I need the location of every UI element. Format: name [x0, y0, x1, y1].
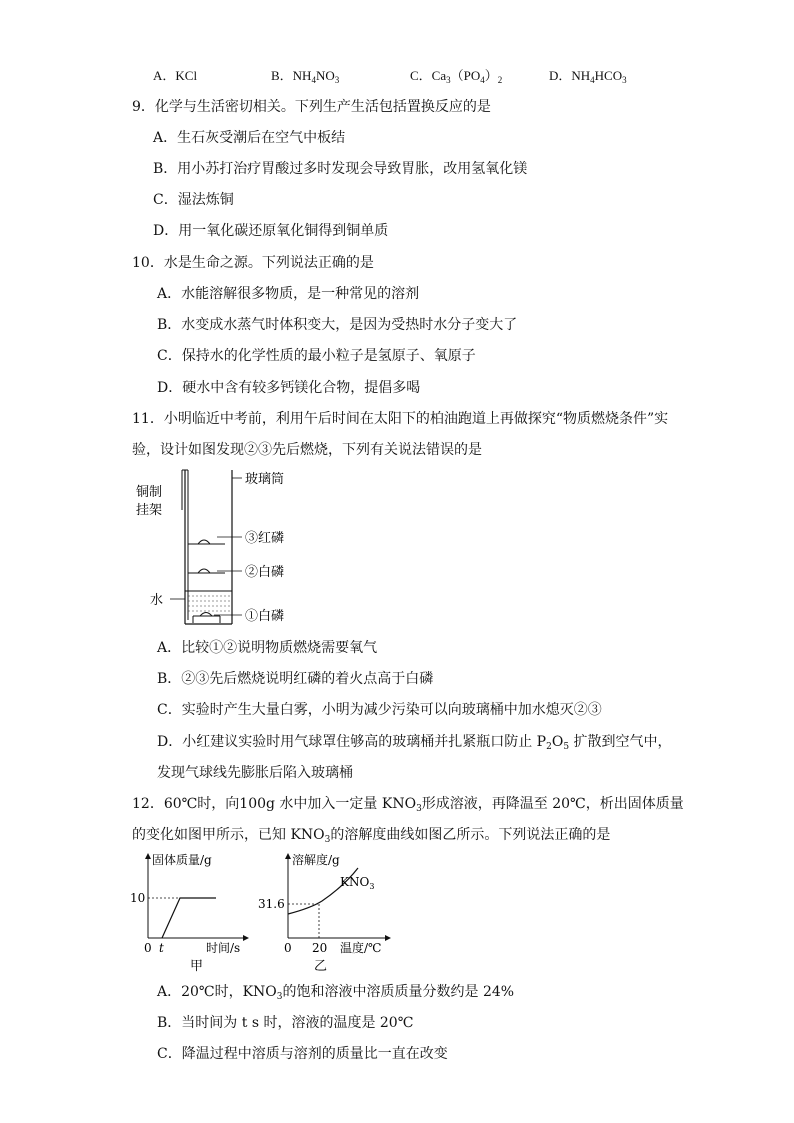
q9-option-d: D．用一氧化碳还原氧化铜得到铜单质	[153, 223, 389, 239]
q9-option-c: C．湿法炼铜	[153, 192, 234, 208]
label-red-phosphorus: ③红磷	[245, 531, 285, 546]
chart-yi-ylabel: 溶解度/g	[292, 853, 340, 867]
chart-jia	[128, 848, 258, 973]
q12-option-b: B．当时间为 t s 时，溶液的温度是 20℃	[157, 1015, 414, 1031]
chart-yi	[256, 848, 396, 973]
chart-yi-xtick-0: 0	[284, 941, 292, 955]
chart-yi-series-label: $KNO_3$	[340, 875, 375, 891]
q9-option-b: B．用小苏打治疗胃酸过多时发现会导致胃胀，改用氢氧化镁	[153, 161, 528, 177]
q9-stem: 9．化学与生活密切相关。下列生产生活包括置换反应的是	[132, 99, 491, 115]
label-glass-cylinder: 玻璃筒	[245, 472, 285, 487]
q12-stem-line1: 12．60℃时，向100g 水中加入一定量 $KNO_3$形成溶液，再降温至 20℃，析出固体质量	[132, 796, 684, 814]
q10-option-a: A．水能溶解很多物质，是一种常见的溶剂	[157, 286, 420, 302]
chart-jia-xtick-0: 0	[144, 941, 152, 955]
chart-jia-xtick-t: t	[159, 941, 164, 955]
label-white-phosphorus-2: ②白磷	[245, 565, 285, 580]
chart-jia-xlabel: 时间/s	[206, 941, 241, 955]
q8-option-b: B．$NH_4NO_3$	[271, 68, 340, 85]
label-copper-hanger: 铜制	[136, 485, 163, 500]
q11-option-c: C．实验时产生大量白雾，小明为减少污染可以向玻璃桶中加水熄灭②③	[157, 702, 602, 718]
label-water: 水	[150, 593, 164, 608]
chart-yi-xlabel: 温度/℃	[340, 941, 382, 955]
q11-option-a: A．比较①②说明物质燃烧需要氧气	[157, 640, 378, 656]
chart-jia-ytick-10: 10	[130, 891, 146, 905]
q12-option-a: A．20℃时，$KNO_3$的饱和溶液中溶质质量分数约是 24%	[157, 984, 515, 1002]
q11-stem-line2: 验，设计如图发现②③先后燃烧，下列有关说法错误的是	[132, 442, 482, 458]
q8-option-a: A．KCl	[153, 68, 198, 83]
q10-option-d: D．硬水中含有较多钙镁化合物，提倡多喝	[157, 380, 421, 396]
q8-option-c: C．$Ca_3(PO_4)_2$	[410, 68, 503, 85]
q11-option-d-line1: D．小红建议实验时用气球罩住够高的玻璃桶并扎紧瓶口防止 $P_2O_5$ 扩散到空气中，	[157, 734, 672, 752]
q8-option-d: D．$NH_4HCO_3$	[549, 68, 627, 85]
chart-yi-ytick: 31.6	[258, 897, 285, 911]
chart-yi-xtick-20: 20	[312, 941, 328, 955]
q10-stem: 10．水是生命之源。下列说法正确的是	[132, 255, 374, 271]
chart-jia-ylabel: 固体质量/g	[152, 853, 212, 867]
chart-jia-title: 甲	[190, 959, 204, 973]
combustion-apparatus-figure	[128, 468, 328, 628]
q11-stem-line1: 11．小明临近中考前，利用午后时间在太阳下的柏油跑道上再做探究“物质燃烧条件”实	[132, 411, 669, 427]
q10-option-b: B．水变成水蒸气时体积变大，是因为受热时水分子变大了	[157, 317, 518, 333]
q12-stem-line2: 的变化如图甲所示，已知 $KNO_3$的溶解度曲线如图乙所示。下列说法正确的是	[132, 827, 611, 845]
q12-option-c: C．降温过程中溶质与溶剂的质量比一直在改变	[157, 1046, 448, 1062]
q11-option-b: B．②③先后燃烧说明红磷的着火点高于白磷	[157, 671, 434, 687]
q11-option-d-line2: 发现气球线先膨胀后陷入玻璃桶	[157, 765, 353, 781]
label-white-phosphorus-1: ①白磷	[245, 609, 285, 624]
chart-jia-series-line	[162, 898, 216, 938]
chart-yi-title: 乙	[314, 959, 328, 973]
q9-option-a: A．生石灰受潮后在空气中板结	[153, 130, 346, 146]
q10-option-c: C．保持水的化学性质的最小粒子是氢原子、氧原子	[157, 348, 476, 364]
label-copper-hanger-2: 挂架	[136, 503, 163, 518]
